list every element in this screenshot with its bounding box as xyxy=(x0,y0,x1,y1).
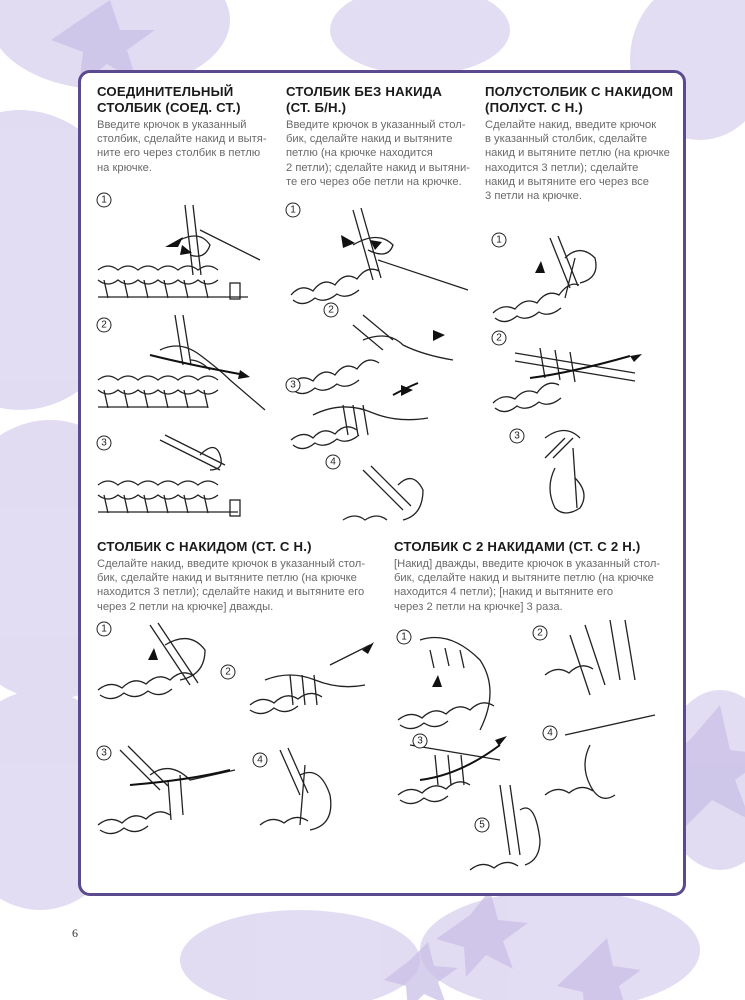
section-double-crochet xyxy=(97,539,387,614)
section-title: СТОЛБИК С 2 НАКИДАМИ (СТ. С 2 Н.) xyxy=(394,539,641,554)
section-treble-crochet xyxy=(394,539,684,614)
step-number: 1 xyxy=(496,234,502,246)
section-title: СОЕДИНИТЕЛЬНЫЙ СТОЛБИК (СОЕД. СТ.) xyxy=(97,84,241,115)
slip-stitch-diagrams xyxy=(90,185,280,525)
step-number: 1 xyxy=(101,194,107,206)
step-number: 1 xyxy=(401,631,407,643)
section-half-double-crochet xyxy=(485,84,680,203)
section-slip-stitch xyxy=(97,84,277,175)
step-number: 3 xyxy=(101,747,107,759)
section-description: [Накид] дважды, введите крючок в указанный стол- бик, сделайте накид и вытяните петлю (на крючке находится 4 петли); [накид и вытяните его через 2 петли на крючке] 3 раза. xyxy=(394,558,661,613)
single-crochet-diagrams xyxy=(283,200,473,530)
step-number: 2 xyxy=(328,304,334,316)
step-number: 2 xyxy=(537,627,543,639)
step-number: 4 xyxy=(547,727,553,739)
section-description: Сделайте накид, введите крючок в указанный стол- бик, сделайте накид и вытяните петлю (на крючке находится 3 петли); сделайте накид и вытяните его через 2 петли на крючке] дважды. xyxy=(97,558,366,613)
step-number: 3 xyxy=(514,430,520,442)
page-number: 6 xyxy=(72,926,78,940)
step-number: 4 xyxy=(330,456,336,468)
step-number: 2 xyxy=(101,319,107,331)
treble-crochet-diagrams xyxy=(390,615,680,895)
step-number: 2 xyxy=(225,666,231,678)
section-title: СТОЛБИК С НАКИДОМ (СТ. С Н.) xyxy=(97,539,312,554)
step-number: 4 xyxy=(257,754,263,766)
section-title: ПОЛУСТОЛБИК С НАКИДОМ (ПОЛУСТ. С Н.) xyxy=(485,84,674,115)
step-number: 3 xyxy=(417,735,423,747)
section-description: Сделайте накид, введите крючок в указанный столбик, сделайте накид и вытяните петлю (на крючке находится 3 петли); сделайте накид и вытяните его через все 3 петли на крючке. xyxy=(485,119,670,203)
section-description: Введите крючок в указанный стол- бик, сделайте накид и вытяните петлю (на крючке находится 2 петли); сделайте накид и вытяни- те его через обе петли на крючке. xyxy=(286,119,470,188)
section-single-crochet xyxy=(286,84,481,189)
half-double-crochet-diagrams xyxy=(485,228,675,518)
step-number: 1 xyxy=(101,623,107,635)
step-number: 1 xyxy=(290,204,296,216)
double-crochet-diagrams xyxy=(90,615,380,855)
step-number: 5 xyxy=(479,819,485,831)
section-title: СТОЛБИК БЕЗ НАКИДА (СТ. Б/Н.) xyxy=(286,84,443,115)
section-description: Введите крючок в указанный столбик, сделайте накид и вытя- ните его через столбик в петлю на крючке. xyxy=(97,119,267,174)
step-number: 3 xyxy=(101,437,107,449)
step-number: 3 xyxy=(290,379,296,391)
step-number: 2 xyxy=(496,332,502,344)
